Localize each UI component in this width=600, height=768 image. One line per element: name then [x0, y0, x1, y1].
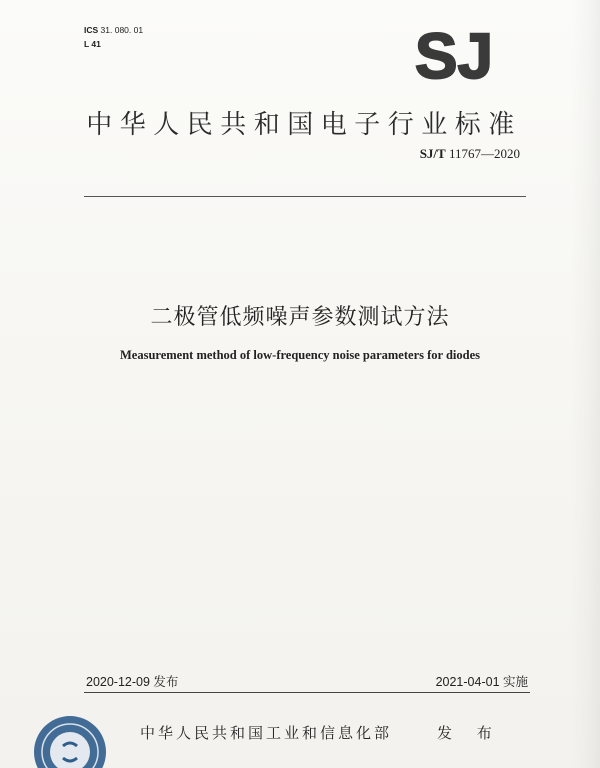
sj-logo — [410, 24, 498, 88]
category-code: L 41 — [84, 39, 101, 49]
standard-code: 11767—2020 — [448, 146, 520, 161]
publisher-name: 中华人民共和国工业和信息化部 — [140, 724, 393, 742]
standard-number — [420, 146, 520, 162]
org-title: 中华人民共和国电子行业标准 — [86, 110, 522, 140]
issue-date: 2020-12-09 发布 — [86, 675, 179, 689]
header-divider — [84, 196, 526, 197]
standard-prefix: SJ/T — [419, 146, 446, 161]
sj-logo-text: SJ — [414, 24, 494, 88]
title-chinese: 二极管低频噪声参数测试方法 — [150, 305, 450, 330]
publisher-seal-icon — [30, 712, 110, 768]
implementation-date: 2021-04-01 实施 — [435, 675, 528, 689]
footer-divider — [84, 692, 530, 693]
title-english: Measurement method of low-frequency noise parameters for diodes — [119, 348, 481, 362]
ics-label: ICS — [84, 25, 99, 35]
ics-block — [84, 23, 143, 51]
publish-label: 发 布 — [437, 724, 502, 742]
ics-code: 31. 080. 01 — [100, 25, 144, 35]
